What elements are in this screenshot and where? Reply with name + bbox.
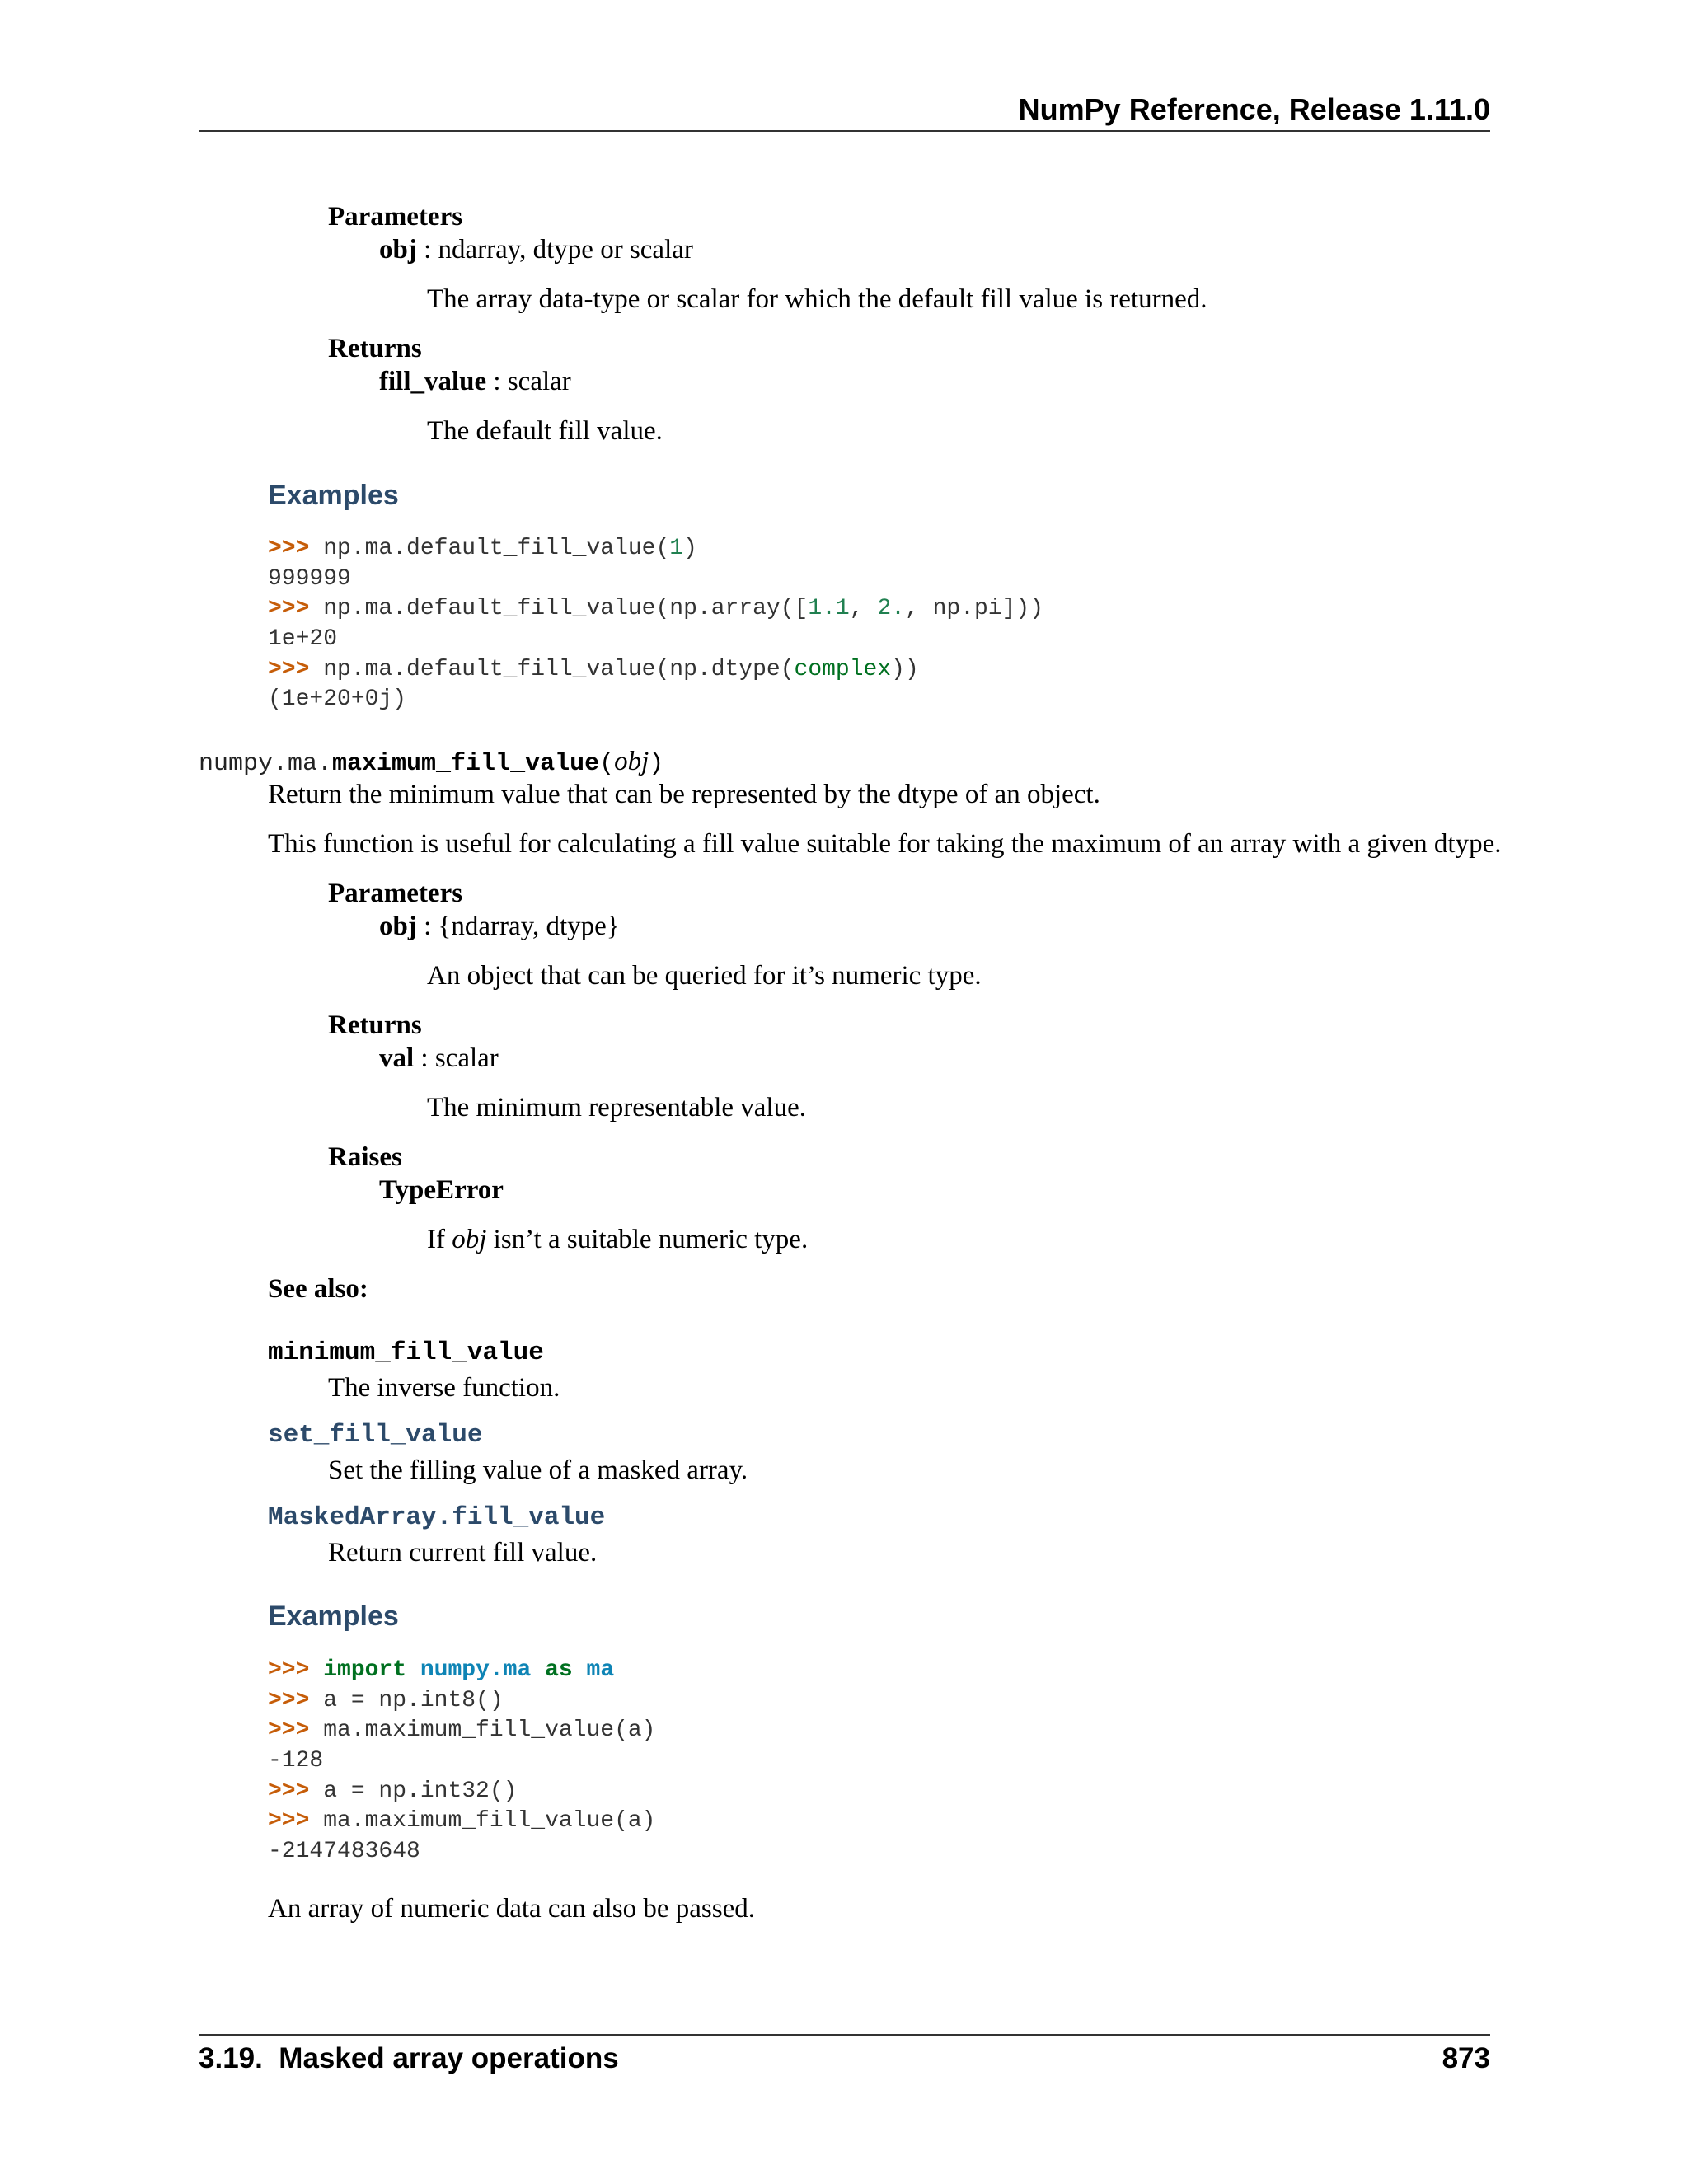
code-line: [268, 565, 1043, 595]
code-output: -2147483648: [268, 1839, 420, 1865]
param-name: obj: [379, 235, 417, 265]
code-line: [268, 655, 1043, 686]
code-line: [268, 534, 1043, 565]
code-prompt: >>>: [268, 1657, 324, 1683]
signature-prefix: numpy.ma.: [199, 750, 333, 778]
code-token: ma.maximum_fill_value(a): [323, 1808, 656, 1835]
return-entry: [379, 1042, 499, 1075]
code-token: complex: [794, 656, 892, 682]
code-token: numpy.ma: [420, 1657, 532, 1683]
raise-desc-post: isn’t a suitable numeric type.: [486, 1225, 809, 1254]
raise-desc-em: obj: [452, 1225, 487, 1254]
see-also-description: The inverse function.: [328, 1373, 560, 1403]
see-also-minimum-fill-value: minimum_fill_value: [268, 1338, 544, 1367]
signature-arg: obj: [614, 747, 649, 776]
code-line: [268, 1656, 655, 1686]
code-line: [268, 1716, 655, 1746]
code-output: (1e+20+0j): [268, 687, 407, 713]
code-token: [406, 1657, 420, 1683]
code-token: np.ma.default_fill_value(: [323, 536, 670, 561]
code-line: [268, 1837, 655, 1868]
code-token: 1.1: [808, 596, 850, 622]
code-token: 2.: [877, 596, 905, 622]
return-type: : scalar: [486, 367, 571, 396]
parameters-label: Parameters: [328, 879, 463, 908]
code-prompt: >>>: [268, 596, 324, 622]
code-token: , np.pi])): [904, 596, 1043, 622]
code-token: 1: [669, 536, 684, 561]
param-description: The array data-type or scalar for which the default fill value is returned.: [427, 284, 1207, 314]
return-name: val: [379, 1043, 415, 1073]
code-prompt: >>>: [268, 1808, 324, 1835]
code-output: 999999: [268, 565, 351, 592]
code-token: import: [323, 1657, 407, 1683]
function-signature: [199, 745, 663, 780]
code-line: [268, 1807, 655, 1837]
code-line: [268, 1777, 655, 1807]
raises-label: Raises: [328, 1142, 402, 1172]
code-token: ma.maximum_fill_value(a): [323, 1718, 656, 1744]
code-line: [268, 685, 1043, 715]
code-example: [268, 534, 1043, 715]
param-name: obj: [379, 912, 417, 941]
code-token: ma: [586, 1657, 615, 1683]
param-type: : ndarray, dtype or scalar: [416, 235, 693, 265]
code-token: a = np.int32(): [323, 1778, 518, 1804]
page-header: NumPy Reference, Release 1.11.0: [1018, 92, 1490, 126]
see-also-description: Return current fill value.: [328, 1538, 598, 1568]
page-number: 873: [1442, 2042, 1490, 2074]
code-token: [531, 1657, 545, 1683]
code-token: np.ma.default_fill_value(np.dtype(: [323, 656, 795, 682]
code-line: [268, 1686, 655, 1717]
param-type: : {ndarray, dtype}: [416, 912, 620, 941]
code-example: [268, 1656, 655, 1868]
code-token: as: [545, 1657, 573, 1683]
raise-description: [427, 1223, 808, 1256]
param-description: An object that can be queried for it’s numeric type.: [427, 961, 982, 991]
code-prompt: >>>: [268, 656, 324, 682]
return-description: The minimum representable value.: [427, 1093, 807, 1122]
code-output: -128: [268, 1748, 324, 1774]
footer-rule: [199, 2034, 1490, 2036]
code-prompt: >>>: [268, 1687, 324, 1713]
code-prompt: >>>: [268, 1718, 324, 1744]
code-token: np.ma.default_fill_value(np.array([: [323, 596, 809, 622]
closing-text: An array of numeric data can also be passed.: [268, 1894, 756, 1924]
signature-open-paren: (: [599, 750, 615, 778]
function-description: This function is useful for calculating a fill value suitable for taking the maximum of an array with a given dtype.: [268, 829, 1502, 859]
signature-close-paren: ): [649, 750, 664, 778]
raise-name: TypeError: [379, 1175, 504, 1205]
param-entry: [379, 233, 693, 266]
param-entry: [379, 910, 620, 943]
see-also-link-maskedarray-fill-value[interactable]: MaskedArray.fill_value: [268, 1503, 606, 1532]
footer-section-title: 3.19. Masked array operations: [199, 2042, 619, 2074]
see-also-description: Set the filling value of a masked array.: [328, 1455, 748, 1485]
code-token: )): [891, 656, 919, 682]
function-name: maximum_fill_value: [332, 750, 600, 778]
return-type: : scalar: [414, 1043, 499, 1073]
code-token: ): [683, 536, 697, 561]
raise-desc-pre: If: [427, 1225, 452, 1254]
return-entry: [379, 365, 571, 398]
code-token: ,: [849, 596, 878, 622]
code-token: [573, 1657, 587, 1683]
examples-heading: Examples: [268, 1601, 399, 1632]
code-prompt: >>>: [268, 1778, 324, 1804]
code-prompt: >>>: [268, 536, 324, 561]
examples-heading: Examples: [268, 480, 399, 511]
code-output: 1e+20: [268, 626, 338, 653]
parameters-label: Parameters: [328, 202, 463, 232]
code-token: a = np.int8(): [323, 1687, 504, 1713]
returns-label: Returns: [328, 1010, 422, 1040]
code-line: [268, 594, 1043, 625]
return-description: The default fill value.: [427, 416, 663, 446]
header-rule: [199, 130, 1490, 132]
function-summary: Return the minimum value that can be represented by the dtype of an object.: [268, 780, 1100, 809]
see-also-label: See also:: [268, 1274, 368, 1304]
code-line: [268, 1746, 655, 1777]
code-line: [268, 625, 1043, 655]
returns-label: Returns: [328, 334, 422, 363]
see-also-link-set-fill-value[interactable]: set_fill_value: [268, 1421, 483, 1450]
return-name: fill_value: [379, 367, 487, 396]
